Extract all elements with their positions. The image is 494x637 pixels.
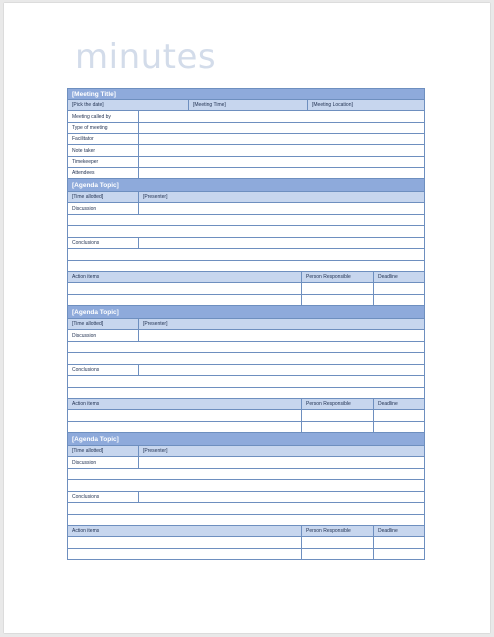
deadline[interactable] — [373, 537, 424, 548]
conclusions-row — [67, 492, 425, 503]
conclusions-row — [67, 238, 425, 249]
person-responsible-header: Person Responsible — [301, 399, 373, 409]
agenda-topic[interactable]: [Agenda Topic] — [68, 433, 424, 445]
blank-row[interactable] — [67, 215, 425, 226]
field-row — [67, 134, 425, 145]
meeting-date[interactable]: [Pick the date] — [72, 102, 104, 108]
action-row — [67, 295, 425, 306]
action-header-row — [67, 272, 425, 283]
discussion-value[interactable] — [138, 203, 424, 214]
action-header-row — [67, 526, 425, 537]
action-row — [67, 410, 425, 422]
conclusions-label: Conclusions — [72, 367, 100, 373]
field-value[interactable] — [138, 134, 424, 144]
field-label: Attendees — [72, 170, 95, 176]
conclusions-value[interactable] — [138, 365, 424, 375]
conclusions-value[interactable] — [138, 492, 424, 502]
blank-row[interactable] — [67, 226, 425, 238]
discussion-label: Discussion — [72, 205, 97, 212]
discussion-label: Discussion — [72, 332, 97, 339]
blank-row[interactable] — [67, 480, 425, 492]
blank-row[interactable] — [67, 353, 425, 365]
discussion-row — [67, 457, 425, 469]
agenda-info-row — [67, 192, 425, 203]
action-row — [67, 283, 425, 295]
meeting-info-row — [67, 100, 425, 111]
action-item[interactable] — [68, 283, 301, 294]
deadline[interactable] — [373, 295, 424, 305]
presenter[interactable]: [Presenter] — [138, 192, 424, 202]
time-allotted[interactable]: [Time allotted] — [72, 194, 104, 200]
deadline[interactable] — [373, 283, 424, 294]
document-title: minutes — [75, 37, 217, 77]
action-row — [67, 549, 425, 560]
action-items-header: Action items — [72, 401, 100, 407]
action-item[interactable] — [68, 537, 301, 548]
person-responsible[interactable] — [301, 283, 373, 294]
action-item[interactable] — [68, 549, 301, 559]
field-value[interactable] — [138, 168, 424, 178]
blank-row[interactable] — [67, 388, 425, 399]
blank-row[interactable] — [67, 376, 425, 388]
discussion-value[interactable] — [138, 457, 424, 468]
field-row — [67, 157, 425, 168]
action-item[interactable] — [68, 410, 301, 421]
action-row — [67, 537, 425, 549]
agenda-topic-row — [67, 433, 425, 446]
conclusions-value[interactable] — [138, 238, 424, 248]
discussion-label: Discussion — [72, 459, 97, 466]
agenda-topic-row — [67, 179, 425, 192]
person-responsible[interactable] — [301, 295, 373, 305]
blank-row[interactable] — [67, 261, 425, 272]
field-label: Timekeeper — [72, 159, 99, 165]
meeting-title[interactable]: [Meeting Title] — [68, 89, 424, 99]
blank-row[interactable] — [67, 342, 425, 353]
action-header-row — [67, 399, 425, 410]
time-allotted[interactable]: [Time allotted] — [72, 321, 104, 327]
person-responsible-header: Person Responsible — [301, 272, 373, 282]
conclusions-label: Conclusions — [72, 240, 100, 246]
field-row — [67, 145, 425, 157]
deadline[interactable] — [373, 422, 424, 432]
agenda-topic-row — [67, 306, 425, 319]
agenda-info-row — [67, 446, 425, 457]
document-page — [4, 3, 490, 633]
deadline-header: Deadline — [373, 272, 424, 282]
deadline[interactable] — [373, 410, 424, 421]
discussion-row — [67, 330, 425, 342]
field-value[interactable] — [138, 123, 424, 133]
discussion-value[interactable] — [138, 330, 424, 341]
blank-row[interactable] — [67, 503, 425, 515]
deadline-header: Deadline — [373, 399, 424, 409]
field-row — [67, 111, 425, 123]
presenter[interactable]: [Presenter] — [138, 319, 424, 329]
deadline-header: Deadline — [373, 526, 424, 536]
field-label: Type of meeting — [72, 125, 108, 131]
conclusions-row — [67, 365, 425, 376]
person-responsible[interactable] — [301, 422, 373, 432]
agenda-topic[interactable]: [Agenda Topic] — [68, 306, 424, 318]
time-allotted[interactable]: [Time allotted] — [72, 448, 104, 454]
discussion-row — [67, 203, 425, 215]
presenter[interactable]: [Presenter] — [138, 446, 424, 456]
field-value[interactable] — [138, 157, 424, 167]
field-value[interactable] — [138, 111, 424, 122]
deadline[interactable] — [373, 549, 424, 559]
action-item[interactable] — [68, 422, 301, 432]
field-label: Meeting called by — [72, 113, 111, 120]
conclusions-label: Conclusions — [72, 494, 100, 500]
field-row — [67, 168, 425, 179]
meeting-time[interactable]: [Meeting Time] — [188, 100, 307, 110]
field-value[interactable] — [138, 145, 424, 156]
action-row — [67, 422, 425, 433]
agenda-topic[interactable]: [Agenda Topic] — [68, 179, 424, 191]
meeting-location[interactable]: [Meeting Location] — [307, 100, 424, 110]
person-responsible-header: Person Responsible — [301, 526, 373, 536]
meeting-title-row — [67, 88, 425, 100]
field-label: Note taker — [72, 147, 96, 154]
person-responsible[interactable] — [301, 410, 373, 421]
blank-row[interactable] — [67, 515, 425, 526]
person-responsible[interactable] — [301, 549, 373, 559]
action-items-header: Action items — [72, 528, 100, 534]
field-label: Facilitator — [72, 136, 94, 142]
action-items-header: Action items — [72, 274, 100, 280]
blank-row[interactable] — [67, 469, 425, 480]
minutes-table — [67, 88, 425, 560]
person-responsible[interactable] — [301, 537, 373, 548]
blank-row[interactable] — [67, 249, 425, 261]
field-row — [67, 123, 425, 134]
action-item[interactable] — [68, 295, 301, 305]
agenda-info-row — [67, 319, 425, 330]
